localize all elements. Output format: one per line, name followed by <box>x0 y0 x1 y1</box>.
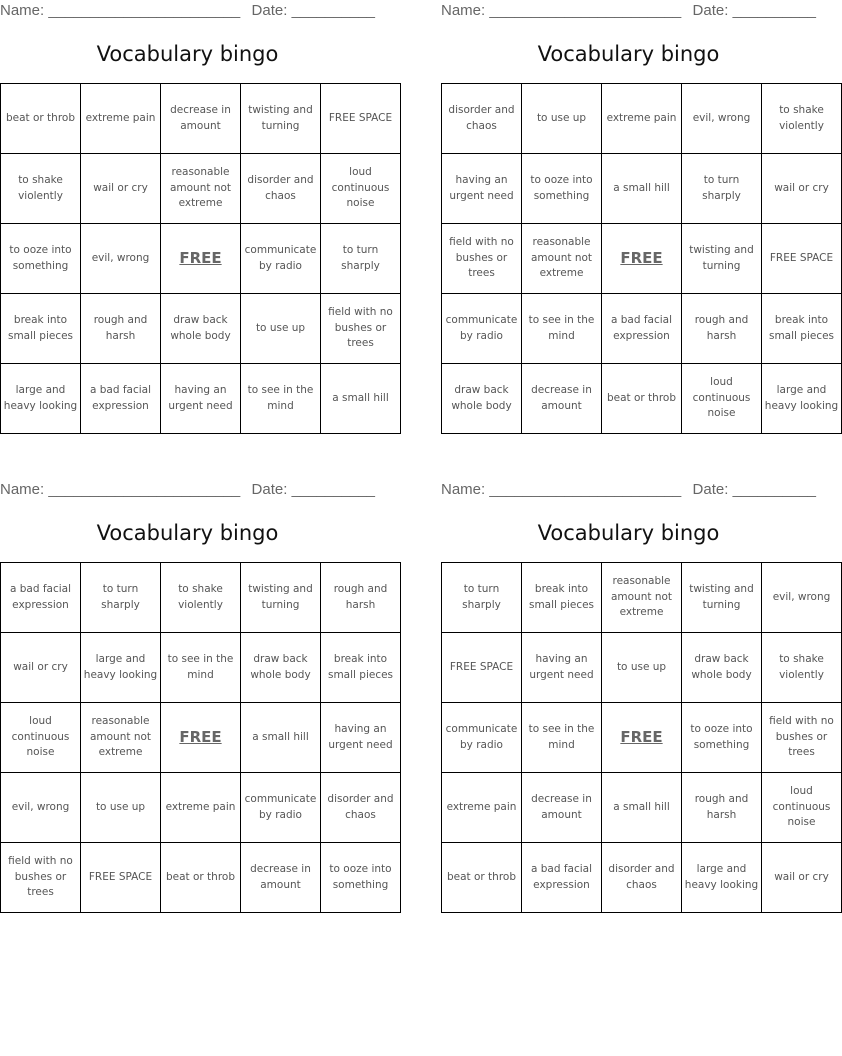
bingo-cell: field with no bushes or trees <box>1 843 81 913</box>
bingo-cell: break into small pieces <box>762 294 842 364</box>
bingo-cell: draw back whole body <box>442 364 522 434</box>
bingo-cell: to see in the mind <box>161 633 241 703</box>
bingo-cell: break into small pieces <box>522 563 602 633</box>
bingo-cell: evil, wrong <box>762 563 842 633</box>
bingo-cell: draw back whole body <box>161 294 241 364</box>
bingo-cell: a bad facial expression <box>81 364 161 434</box>
bingo-cell: extreme pain <box>602 84 682 154</box>
name-field: Name: _______________________ <box>441 2 682 19</box>
bingo-cell: break into small pieces <box>321 633 401 703</box>
bingo-cell: beat or throb <box>161 843 241 913</box>
bingo-cell: reasonable amount not extreme <box>161 154 241 224</box>
bingo-cell: to see in the mind <box>522 703 602 773</box>
bingo-cell: to ooze into something <box>682 703 762 773</box>
bingo-cell: having an urgent need <box>442 154 522 224</box>
bingo-cell: beat or throb <box>602 364 682 434</box>
bingo-cell: FREE SPACE <box>762 224 842 294</box>
bingo-cell: to shake violently <box>1 154 81 224</box>
card-title: Vocabulary bingo <box>537 42 720 66</box>
bingo-cell: large and heavy looking <box>682 843 762 913</box>
bingo-cell: beat or throb <box>1 84 81 154</box>
bingo-cell: field with no bushes or trees <box>321 294 401 364</box>
bingo-cell: rough and harsh <box>682 773 762 843</box>
bingo-cell: communicate by radio <box>442 294 522 364</box>
bingo-cell: to use up <box>241 294 321 364</box>
bingo-cell: decrease in amount <box>522 364 602 434</box>
bingo-cell: rough and harsh <box>321 563 401 633</box>
bingo-cell: loud continuous noise <box>682 364 762 434</box>
bingo-cell: break into small pieces <box>1 294 81 364</box>
bingo-cell: wail or cry <box>81 154 161 224</box>
bingo-cell: having an urgent need <box>161 364 241 434</box>
card-title: Vocabulary bingo <box>96 521 279 545</box>
grid-row <box>442 563 842 633</box>
bingo-cell: disorder and chaos <box>442 84 522 154</box>
bingo-cell: reasonable amount not extreme <box>81 703 161 773</box>
bingo-cell: decrease in amount <box>522 773 602 843</box>
grid-row <box>442 773 842 843</box>
bingo-cell: rough and harsh <box>682 294 762 364</box>
grid-row <box>1 294 401 364</box>
bingo-cell: FREE SPACE <box>81 843 161 913</box>
name-field: Name: _______________________ <box>441 481 682 498</box>
bingo-cell: to turn sharply <box>81 563 161 633</box>
date-field: Date: __________ <box>692 481 816 498</box>
bingo-cell: to use up <box>522 84 602 154</box>
bingo-cell: disorder and chaos <box>321 773 401 843</box>
bingo-cell: to use up <box>81 773 161 843</box>
bingo-cell: disorder and chaos <box>241 154 321 224</box>
bingo-cell: to turn sharply <box>321 224 401 294</box>
bingo-cell: draw back whole body <box>241 633 321 703</box>
bingo-cell: FREE SPACE <box>442 633 522 703</box>
bingo-cell: to shake violently <box>762 84 842 154</box>
date-field: Date: __________ <box>692 2 816 19</box>
name-field: Name: _______________________ <box>0 2 241 19</box>
bingo-cell: a bad facial expression <box>522 843 602 913</box>
bingo-cell: to ooze into something <box>321 843 401 913</box>
bingo-cell: decrease in amount <box>241 843 321 913</box>
bingo-cell: communicate by radio <box>442 703 522 773</box>
bingo-cell: loud continuous noise <box>321 154 401 224</box>
bingo-cell: a small hill <box>241 703 321 773</box>
grid-row <box>442 294 842 364</box>
bingo-cell: evil, wrong <box>81 224 161 294</box>
bingo-cell: a bad facial expression <box>602 294 682 364</box>
bingo-grid <box>0 562 401 913</box>
bingo-cell: to use up <box>602 633 682 703</box>
bingo-cell: wail or cry <box>762 843 842 913</box>
grid-row <box>1 843 401 913</box>
grid-row <box>442 633 842 703</box>
bingo-cell: loud continuous noise <box>1 703 81 773</box>
bingo-cell: a small hill <box>602 773 682 843</box>
grid-row <box>1 773 401 843</box>
date-field: Date: __________ <box>251 481 375 498</box>
bingo-cell: to shake violently <box>762 633 842 703</box>
bingo-grid <box>441 562 842 913</box>
bingo-cell: to shake violently <box>161 563 241 633</box>
grid-row <box>1 154 401 224</box>
bingo-cell: rough and harsh <box>81 294 161 364</box>
bingo-cell: communicate by radio <box>241 224 321 294</box>
name-date-header <box>441 0 816 22</box>
grid-row <box>1 224 401 294</box>
name-date-header <box>0 479 375 501</box>
bingo-cell: evil, wrong <box>1 773 81 843</box>
bingo-cell: field with no bushes or trees <box>762 703 842 773</box>
card-title: Vocabulary bingo <box>537 521 720 545</box>
grid-row <box>442 224 842 294</box>
bingo-cell: wail or cry <box>762 154 842 224</box>
free-cell: FREE <box>602 224 682 294</box>
bingo-cell: a small hill <box>602 154 682 224</box>
bingo-cell: twisting and turning <box>241 563 321 633</box>
bingo-cell: field with no bushes or trees <box>442 224 522 294</box>
bingo-cell: reasonable amount not extreme <box>602 563 682 633</box>
grid-row <box>1 703 401 773</box>
bingo-cell: extreme pain <box>442 773 522 843</box>
bingo-cell: FREE SPACE <box>321 84 401 154</box>
bingo-cell: communicate by radio <box>241 773 321 843</box>
bingo-cell: having an urgent need <box>321 703 401 773</box>
card-title: Vocabulary bingo <box>96 42 279 66</box>
bingo-cell: large and heavy looking <box>1 364 81 434</box>
bingo-cell: twisting and turning <box>682 563 762 633</box>
grid-row <box>1 364 401 434</box>
grid-row <box>442 364 842 434</box>
bingo-cell: decrease in amount <box>161 84 241 154</box>
grid-row <box>1 84 401 154</box>
name-field: Name: _______________________ <box>0 481 241 498</box>
name-date-header <box>0 0 375 22</box>
grid-row <box>442 154 842 224</box>
bingo-cell: reasonable amount not extreme <box>522 224 602 294</box>
grid-row <box>442 843 842 913</box>
bingo-cell: twisting and turning <box>682 224 762 294</box>
bingo-cell: extreme pain <box>161 773 241 843</box>
bingo-cell: to turn sharply <box>682 154 762 224</box>
bingo-grid <box>0 83 401 434</box>
bingo-cell: large and heavy looking <box>81 633 161 703</box>
bingo-cell: wail or cry <box>1 633 81 703</box>
bingo-cell: large and heavy looking <box>762 364 842 434</box>
bingo-cell: a bad facial expression <box>1 563 81 633</box>
bingo-cell: to see in the mind <box>522 294 602 364</box>
bingo-cell: having an urgent need <box>522 633 602 703</box>
bingo-cell: draw back whole body <box>682 633 762 703</box>
free-cell: FREE <box>161 224 241 294</box>
bingo-cell: beat or throb <box>442 843 522 913</box>
bingo-cell: a small hill <box>321 364 401 434</box>
bingo-cell: disorder and chaos <box>602 843 682 913</box>
grid-row <box>442 84 842 154</box>
grid-row <box>1 633 401 703</box>
bingo-cell: loud continuous noise <box>762 773 842 843</box>
date-field: Date: __________ <box>251 2 375 19</box>
name-date-header <box>441 479 816 501</box>
grid-row <box>1 563 401 633</box>
bingo-cell: evil, wrong <box>682 84 762 154</box>
bingo-cell: extreme pain <box>81 84 161 154</box>
bingo-cell: to see in the mind <box>241 364 321 434</box>
bingo-cell: to turn sharply <box>442 563 522 633</box>
bingo-cell: twisting and turning <box>241 84 321 154</box>
free-cell: FREE <box>602 703 682 773</box>
bingo-grid <box>441 83 842 434</box>
bingo-cell: to ooze into something <box>1 224 81 294</box>
free-cell: FREE <box>161 703 241 773</box>
bingo-cell: to ooze into something <box>522 154 602 224</box>
grid-row <box>442 703 842 773</box>
